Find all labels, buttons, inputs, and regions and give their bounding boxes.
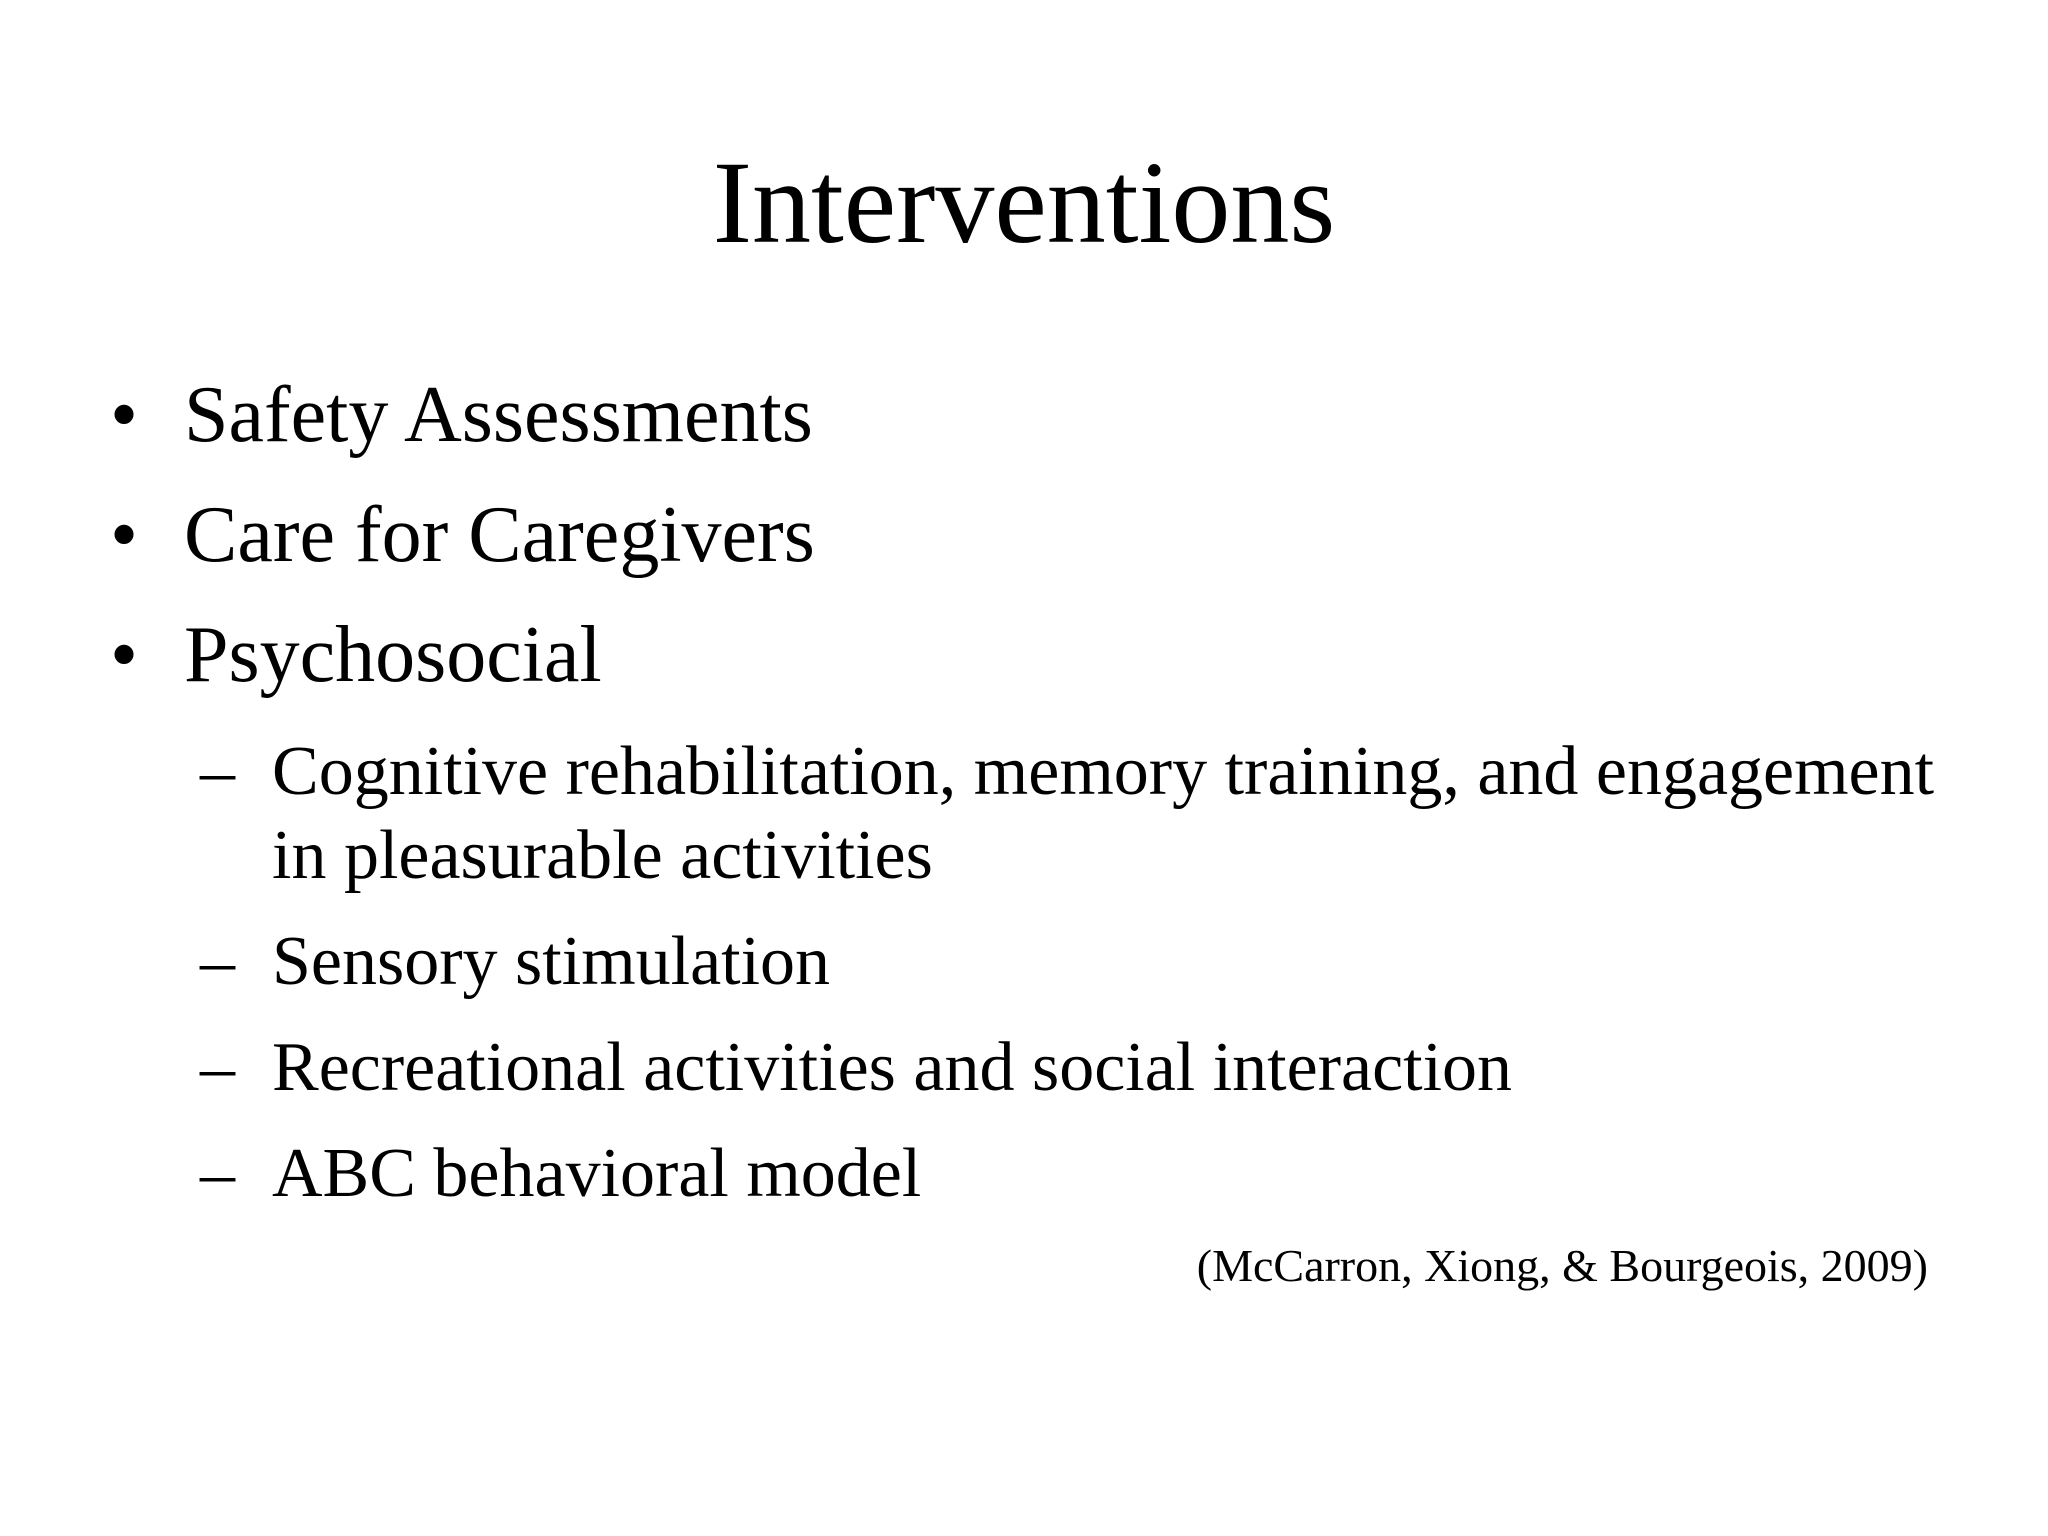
bullet-item <box>110 490 1910 580</box>
sub-bullet-marker: – <box>200 1135 235 1212</box>
slide-title: Interventions <box>712 137 1336 268</box>
bullet-text: Psychosocial <box>184 611 602 699</box>
bullet-text: Safety Assessments <box>184 371 813 459</box>
sub-bullet-item <box>200 730 1950 898</box>
sub-bullet-list <box>200 730 1950 1238</box>
bullet-item <box>110 610 1910 700</box>
sub-bullet-marker: – <box>200 733 235 810</box>
sub-bullet-text: ABC behavioral model <box>272 1135 922 1212</box>
sub-bullet-item <box>200 1132 1950 1216</box>
bullet-marker: • <box>110 371 139 459</box>
sub-bullet-item <box>200 920 1950 1004</box>
sub-bullet-marker: – <box>200 923 235 1000</box>
sub-bullet-item <box>200 1026 1950 1110</box>
bullet-text: Care for Caregivers <box>184 491 815 579</box>
bullet-list <box>110 370 1910 730</box>
sub-bullet-text: Cognitive rehabilitation, memory training, and engagement in pleasurable activities <box>272 733 1935 894</box>
bullet-marker: • <box>110 611 139 699</box>
sub-bullet-text: Sensory stimulation <box>272 923 831 1000</box>
citation: (McCarron, Xiong, & Bourgeois, 2009) <box>1196 1240 1928 1291</box>
sub-bullet-text: Recreational activities and social interaction <box>272 1029 1513 1106</box>
bullet-item <box>110 370 1910 460</box>
sub-bullet-marker: – <box>200 1029 235 1106</box>
bullet-marker: • <box>110 491 139 579</box>
